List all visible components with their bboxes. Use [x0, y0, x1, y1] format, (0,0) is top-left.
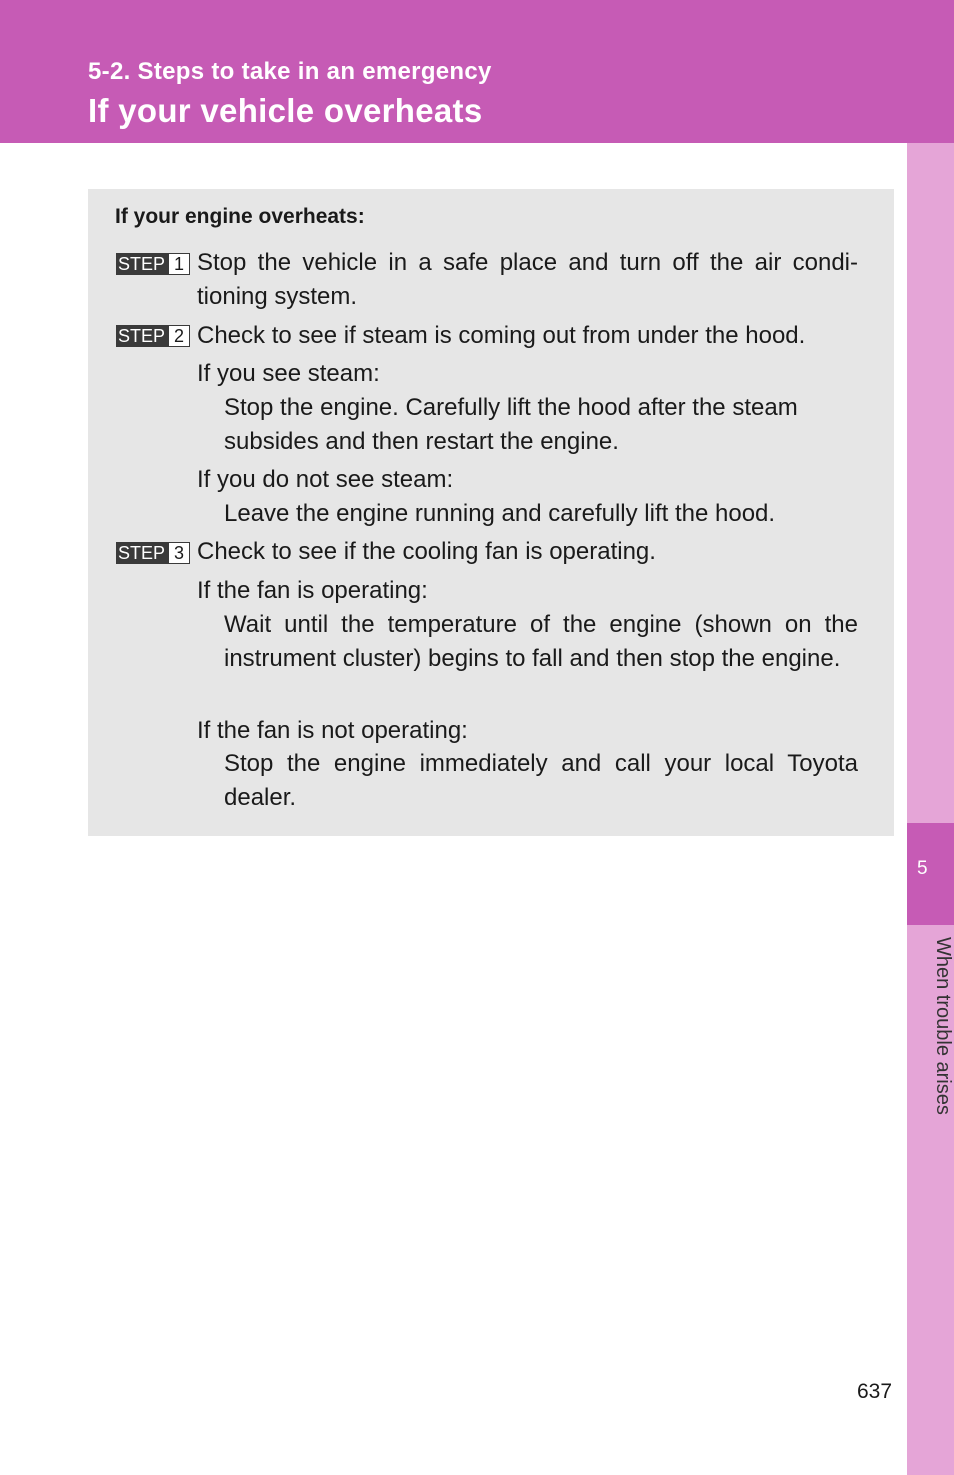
step-number: 3	[168, 542, 190, 564]
step-badge-3	[116, 542, 190, 564]
condition-label: If you see steam:	[197, 360, 380, 387]
step-number: 2	[168, 325, 190, 347]
step-word: STEP	[116, 542, 168, 564]
condition-label: If the fan is operating:	[197, 577, 428, 604]
condition-label: If the fan is not operating:	[197, 717, 468, 744]
condition-action: Wait until the temperature of the engine (shown on the instrument cluster) begins to fall and then stop the engine.	[224, 611, 858, 672]
condition-label: If you do not see steam:	[197, 466, 454, 493]
step-word: STEP	[116, 253, 168, 275]
step-badge-1	[116, 253, 190, 275]
page-header	[0, 0, 954, 143]
page-title: If your vehicle overheats	[88, 92, 483, 129]
page-number: 637	[857, 1380, 893, 1403]
chapter-label: When trouble arises	[932, 937, 954, 1115]
chapter-side-tab	[907, 143, 954, 1475]
condition-action: Leave the engine running and carefully lift the hood.	[224, 500, 776, 527]
step-number: 1	[168, 253, 190, 275]
step-badge-2	[116, 325, 190, 347]
chapter-marker	[907, 823, 954, 925]
condition-action: Stop the engine immediately and call your local Toyota dealer.	[224, 750, 858, 811]
step-1-text: Stop the vehicle in a safe place and turn off the air condi- tioning system.	[197, 249, 858, 310]
step-2-text: Check to see if steam is coming out from under the hood.	[197, 322, 806, 349]
condition-action: Stop the engine. Carefully lift the hood after the steam subsides and then restart the engine.	[224, 394, 798, 455]
procedure-heading: If your engine overheats:	[115, 205, 365, 228]
step-word: STEP	[116, 325, 168, 347]
chapter-number: 5	[917, 858, 928, 879]
section-title: 5-2. Steps to take in an emergency	[88, 58, 492, 85]
step-3-text: Check to see if the cooling fan is operating.	[197, 538, 656, 565]
